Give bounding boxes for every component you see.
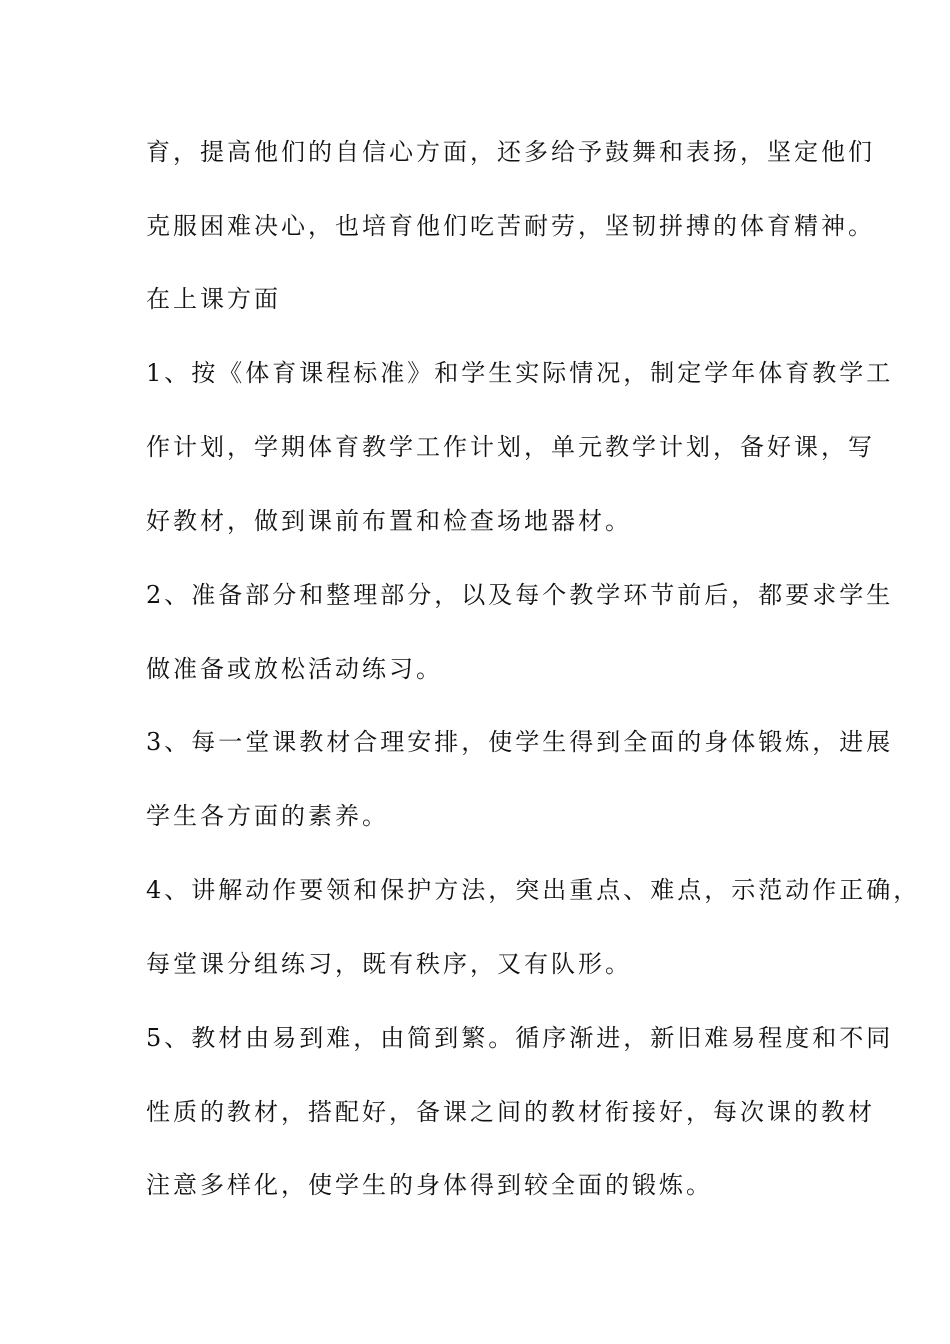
paragraph-line: 育，提高他们的自信心方面，还多给予鼓舞和表扬，坚定他们 [146,138,875,166]
list-item-line: 好教材，做到课前布置和检查场地器材。 [146,507,632,535]
list-item-line: 学生各方面的素养。 [146,802,389,830]
list-item-line: 2、准备部分和整理部分，以及每个教学环节前后，都要求学生 [146,581,894,609]
list-item-line: 每堂课分组练习，既有秩序，又有队形。 [146,950,632,978]
list-item-line: 做准备或放松活动练习。 [146,655,443,683]
list-item-line: 4、讲解动作要领和保护方法，突出重点、难点，示范动作正确， [146,876,921,904]
paragraph-line: 克服困难决心，也培育他们吃苦耐劳，坚韧拼搏的体育精神。 [146,212,875,240]
section-heading: 在上课方面 [146,285,281,313]
list-item-line: 性质的教材，搭配好，备课之间的教材衔接好，每次课的教材 [146,1098,875,1126]
list-item-line: 注意多样化，使学生的身体得到较全面的锻炼。 [146,1171,713,1199]
list-item-line: 1、按《体育课程标准》和学生实际情况，制定学年体育教学工 [146,359,894,387]
list-item-line: 5、教材由易到难，由简到繁。循序渐进，新旧难易程度和不同 [146,1024,894,1052]
list-item-line: 3、每一堂课教材合理安排，使学生得到全面的身体锻炼，进展 [146,728,894,756]
list-item-line: 作计划，学期体育教学工作计划，单元教学计划，备好课，写 [146,433,875,461]
